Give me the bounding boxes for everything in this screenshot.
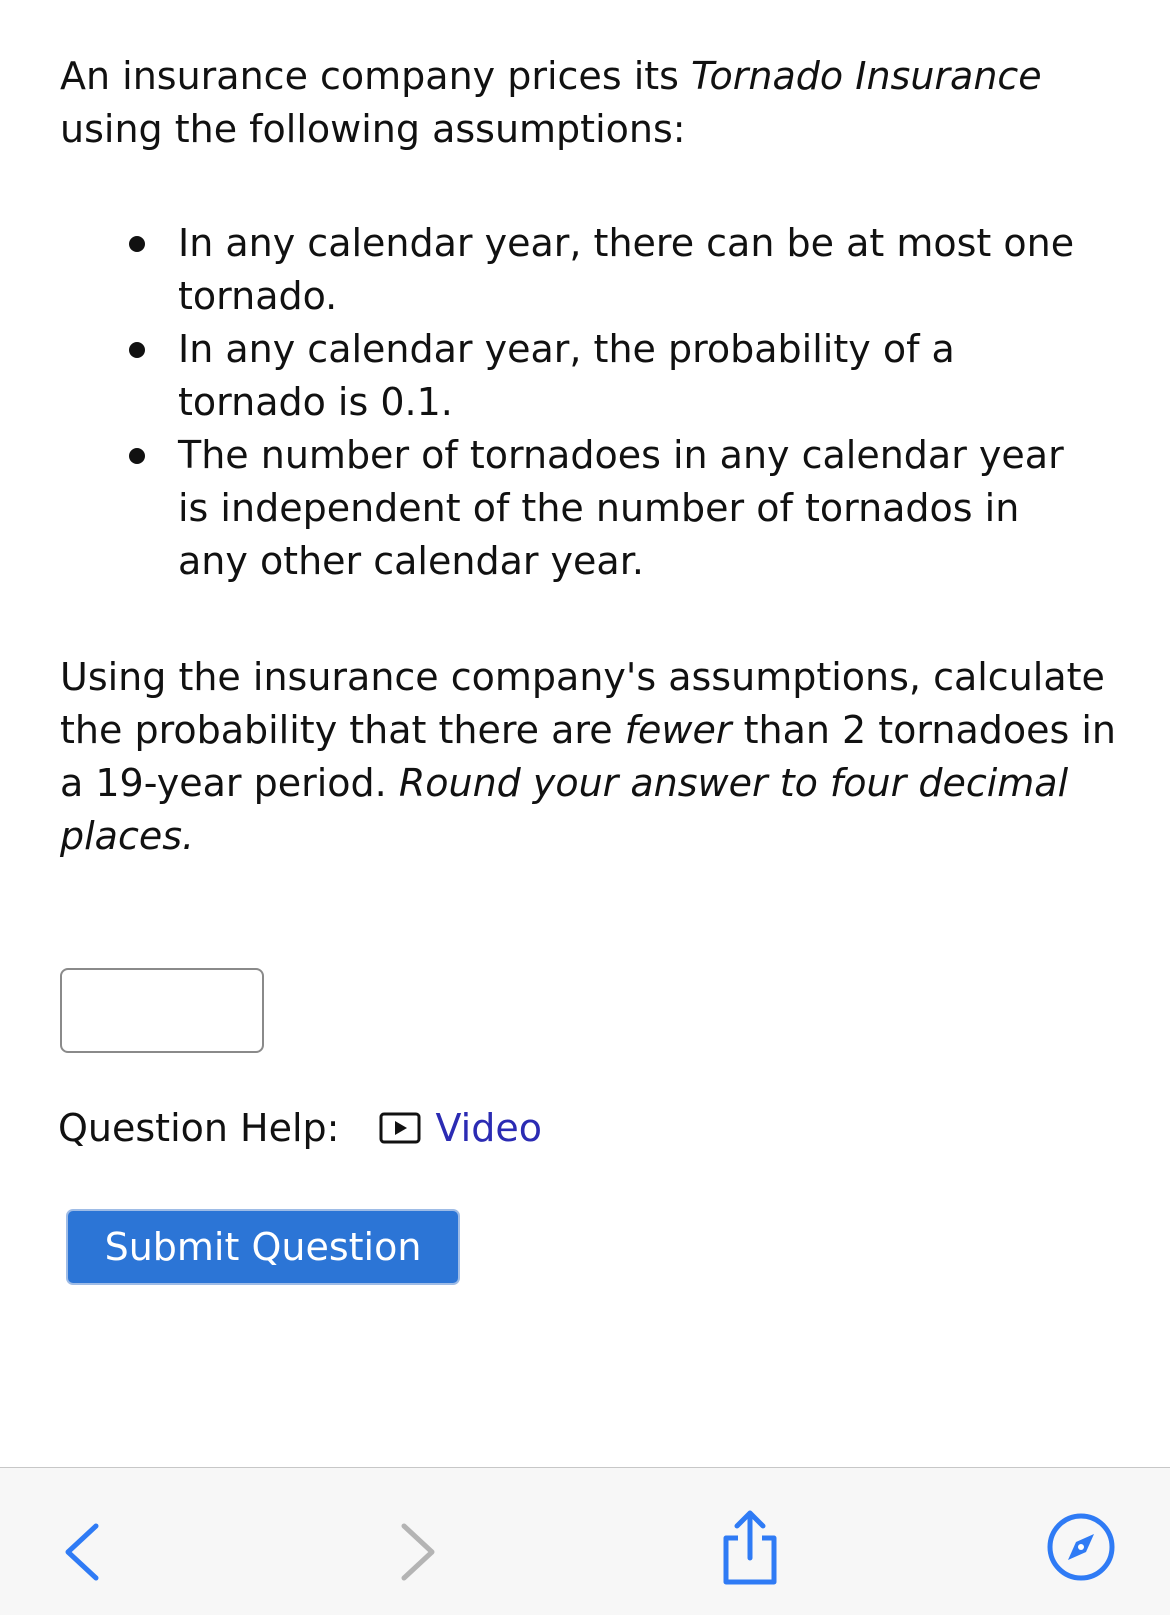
share-icon[interactable] [718, 1508, 782, 1588]
assumption-item: In any calendar year, the probability of a tornado is 0.1. [178, 323, 1120, 429]
prompt-instruction: Round your answer to four decimal places. [60, 761, 1069, 858]
intro-emphasis: Tornado Insurance [691, 54, 1042, 98]
back-chevron-icon[interactable] [62, 1522, 102, 1582]
prompt-part1: Using the insurance company's assumptions, calculate the probability that there are [60, 655, 1105, 752]
question-prompt [60, 651, 1120, 863]
forward-chevron-icon[interactable] [398, 1522, 438, 1582]
assumption-item: The number of tornadoes in any calendar year is independent of the number of tornados in any other calendar year. [178, 429, 1120, 588]
prompt-part2: than 2 tornadoes in a 19-year period. [60, 708, 1117, 805]
submit-question-button[interactable]: Submit Question [66, 1209, 460, 1285]
answer-input[interactable] [60, 968, 264, 1053]
prompt-emphasis: fewer [624, 708, 732, 752]
video-link-label: Video [435, 1106, 542, 1150]
intro-suffix: using the following assumptions: [60, 107, 686, 151]
play-video-icon [379, 1112, 421, 1144]
browser-toolbar [0, 1467, 1170, 1615]
question-help-label: Question Help: [58, 1106, 340, 1150]
compass-icon[interactable] [1046, 1512, 1116, 1582]
question-intro [60, 50, 1120, 156]
question-help [58, 1098, 542, 1158]
question-content [60, 50, 1120, 863]
intro-prefix: An insurance company prices its [60, 54, 692, 98]
assumption-item: In any calendar year, there can be at most one tornado. [178, 217, 1120, 323]
assumptions-list [60, 217, 1120, 588]
video-help-link[interactable] [379, 1106, 541, 1150]
